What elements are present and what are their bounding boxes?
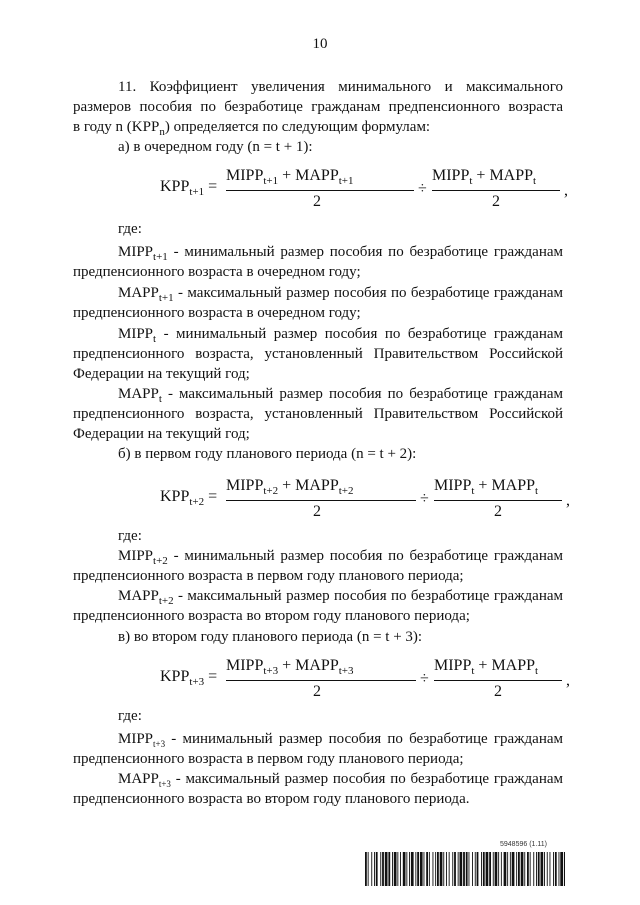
definition-line: $MAPP_{t+1}$ - максимальный размер пособия по безработице гражданам	[118, 285, 563, 304]
definition-line: Федерации на текущий год;	[73, 426, 250, 442]
formula-numerator-1: $MIPP_{t+3}$ + $MAPP_{t+3}$	[226, 657, 354, 677]
definition-line: предпенсионного возраста во втором году планового периода.	[73, 791, 470, 807]
definition-line: $MIPP_t$ - минимальный размер пособия по безработице гражданам	[118, 326, 564, 345]
formula-lhs: $KPP_{t+2}$ =	[160, 488, 218, 508]
formula-comma: ,	[564, 182, 568, 199]
definition-line: предпенсионного возраста во втором году планового периода;	[73, 608, 470, 624]
definition-line: предпенсионного возраста в первом году планового периода;	[73, 751, 464, 767]
formula-comma: ,	[566, 492, 570, 509]
formula-denominator-2: 2	[494, 503, 502, 520]
formula-divide: ÷	[418, 180, 427, 197]
formula-comma: ,	[566, 672, 570, 689]
definition-line: предпенсионного возраста в очередном году;	[73, 305, 361, 321]
barcode-number: 5948596 (1.11)	[500, 841, 547, 848]
formula-2	[160, 470, 570, 526]
definition-line: $MAPP_t$ - максимальный размер пособия по безработице гражданам	[118, 386, 563, 405]
definition-line: $MIPP_{t+1}$ - минимальный размер пособия по безработице гражданам	[118, 244, 564, 263]
page-number: 10	[312, 36, 328, 52]
definition-line: предпенсионного возраста в первом году планового периода;	[73, 568, 464, 584]
case-b-heading: б) в первом году планового периода (n = t + 2):	[118, 446, 417, 462]
where-label: где:	[118, 221, 142, 237]
formula-3	[160, 650, 570, 706]
formula-numerator-2: $MIPP_t$ + $MAPP_t$	[432, 167, 537, 187]
where-label: где:	[118, 528, 142, 544]
formula-denominator-2: 2	[492, 193, 500, 210]
formula-numerator-2: $MIPP_t$ + $MAPP_t$	[434, 657, 539, 677]
case-a-heading: а) в очередном году (n = t + 1):	[118, 139, 313, 155]
formula-lhs: $KPP_{t+1}$ =	[160, 178, 218, 198]
formula-lhs: $KPP_{t+3}$ =	[160, 668, 218, 688]
definition-line: предпенсионного возраста в очередном году;	[73, 264, 361, 280]
definition-line: $MIPP_{t+3}$ - минимальный размер пособия по безработице гражданам	[118, 731, 563, 749]
formula-divide: ÷	[420, 670, 429, 687]
formula-denominator-1: 2	[313, 683, 321, 700]
formula-numerator-1: $MIPP_{t+2}$ + $MAPP_{t+2}$	[226, 477, 354, 497]
paragraph-line: 11. Коэффициент увеличения минимального и максимального	[118, 79, 563, 95]
definition-line: $MAPP_{t+2}$ - максимальный размер пособия по безработице гражданам	[118, 588, 563, 607]
where-label: где:	[118, 708, 142, 724]
formula-denominator-2: 2	[494, 683, 502, 700]
definition-line: $MIPP_{t+2}$ - минимальный размер пособия по безработице гражданам	[118, 548, 564, 567]
case-c-heading: в) во втором году планового периода (n = t + 3):	[118, 629, 423, 645]
formula-numerator-1: $MIPP_{t+1}$ + $MAPP_{t+1}$	[226, 167, 354, 187]
formula-divide: ÷	[420, 490, 429, 507]
definition-line: $MAPP_{t+3}$ - максимальный размер пособия по безработице гражданам	[118, 771, 563, 789]
paragraph-line: размеров пособия по безработице гражданам предпенсионного возраста	[73, 99, 563, 115]
formula-1	[160, 160, 568, 216]
barcode-image	[365, 852, 565, 886]
definition-line: предпенсионного возраста, установленный Правительством Российской	[73, 346, 563, 362]
formula-numerator-2: $MIPP_t$ + $MAPP_t$	[434, 477, 539, 497]
definition-line: Федерации на текущий год;	[73, 366, 250, 382]
definition-line: предпенсионного возраста, установленный Правительством Российской	[73, 406, 563, 422]
formula-denominator-1: 2	[313, 503, 321, 520]
formula-denominator-1: 2	[313, 193, 321, 210]
paragraph-line: в году n $(KPP_n)$ определяется по следующим формулам:	[73, 119, 431, 138]
